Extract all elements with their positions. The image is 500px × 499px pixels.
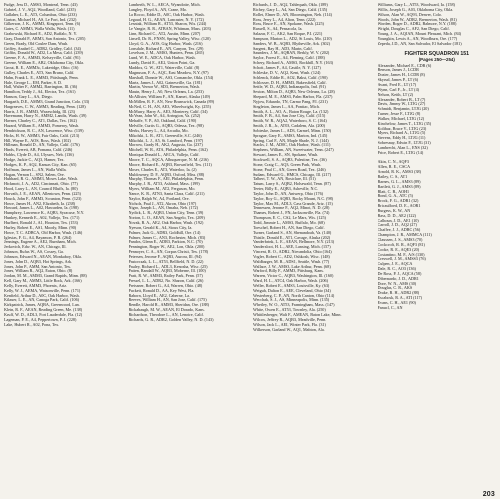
roster-entry: Wilson, Jack L., AEI, Winter Park, Fla. (31) [253, 322, 326, 327]
roster-entry: Hillman, Ronald D., AN, Vallejo, Calif. (176) [4, 143, 80, 148]
roster-entry: Lageman, P. E., A4, Peppertown, P. J. (228) [4, 317, 77, 322]
roster-entry: Hargarth, D.E., AMM3, Grand Junction, Colo. (33) [4, 99, 90, 104]
roster-entry: Grout, R. E., AMM3c, Lakeridge, Ohio. (16) [4, 65, 79, 70]
roster-entry: Martin, Vernor W., SD3, Bremerton, Wash. [128, 85, 200, 90]
roster-entry: Hinds, Everett, AB, Pomana, Calif. (246) [4, 148, 73, 153]
roster-entry: Schleske, D. V., AQ2, Kent, Wash. (124) [253, 70, 321, 75]
roster-entry: Myers, William M., AT2, Ferguson, Mo. [128, 187, 196, 192]
roster-entry: Wynn, Carl F., Jr., LT (4) [377, 87, 420, 92]
roster-entry: Davis, Jimmy W., LTJG (27) [377, 102, 426, 107]
roster-entry: Rickabaugh, M. W., AEAN, El Dorado, Kans. [128, 308, 205, 313]
roster-entry: McVean, John W., A4, Arrington, Va. (252) [128, 114, 201, 119]
roster-entry: Melville, Curtis G., AQB3, Odessa, Tex. (98) [128, 124, 204, 129]
roster-entry: Hanson, Gary L., AA, Diego. [4, 95, 53, 100]
roster-entry: Vandersloot, H. L., AEE, Lansing, Mich. (157) [253, 245, 331, 250]
roster-entry: Kenfield, Arthur D., A0C, Oak Harbor, Wash. [4, 293, 80, 298]
roster-entry: Calhoun, J. D., AE1 (10) [377, 218, 419, 223]
roster-entry: Novak, R. A., AE2, Oak Harbor, Wash. (192) [128, 220, 204, 225]
roster-entry: Griffey, Anabel C., ADR2, Gridley, Calif. (34) [4, 46, 81, 51]
roster-entry: Jennings, Eugene A., AE2, Burnham, Mich. [4, 240, 77, 245]
roster-entry: Whittlesberger, Walt F., AMEAN, Baton Lake, Minn. [253, 313, 342, 317]
roster-entry: Waldbarger, M. R., ADS1, Seattle, Wash. (77) [253, 259, 330, 264]
roster-entry: Nigro, Joseph L., AN, Omaha, Neb. (172) [128, 206, 198, 211]
roster-entry: Hodge, Jackie C., AQ3, Hamer, Tex. [4, 158, 65, 162]
roster-entry: Richards, G. R., ADR2, Golden Valley, N. D. (143) [128, 317, 214, 322]
roster-entry: Norton, L. O., AEAN, San Angelo, Tex. (209) [128, 216, 205, 221]
roster-entry: Escabosk, R. A., ATI (117) [377, 296, 422, 301]
roster-entry: Nichols, Paul J., AT2, Akron, Ohio (197) [128, 201, 197, 206]
roster-entry: Hobbs, Clyde D., A4, Ulysses, Neb. (136) [4, 153, 74, 158]
page-number: 203 [482, 491, 495, 498]
roster-entry: Arnold, R. K., AMS3 (38) [377, 170, 421, 175]
roster-entry: Teeter, Billy E., AQB3, Asheville, N.C. [253, 187, 319, 192]
roster-entry: Warren, Victor C., AQB3, Washington, Ill. (160) [253, 274, 334, 279]
roster-columns [4, 3, 496, 487]
roster-entry: Price, Robert E., LTJG (14) [377, 150, 424, 155]
roster-entry: Kell, Gary M., AMM3, Little Rock, Ark. (166) [4, 279, 82, 284]
roster-entry: Willis, Joseph G., A03, Oklahoma City, Okla. [377, 7, 454, 12]
roster-entry: Nelson, Keith, LT (2) [377, 92, 414, 97]
roster-entry: Vanderbrink, L. E., AEAN, Bellmore, N.Y. (213) [253, 240, 335, 245]
roster-entry: Ross, Jerry L., A4, Alton, Tenn. (222) [253, 17, 316, 22]
roster-entry: Hall, Walter F., AMM2, Barrington, Ill. (36) [4, 85, 78, 90]
roster-entry: Howe, T. C. ADBCA, Old Harbor, Wash. (146) [4, 230, 83, 235]
roster-entry: Hurley, Robert E., AS1, Moody, Minn. (90) [4, 225, 77, 230]
roster-entry: Howe, James H., AN2, Elizabeth, Ia. (238) [4, 201, 76, 206]
roster-entry: White, Owen E., AT53, Townley, Ala. (250) [253, 308, 326, 313]
roster-entry: Settle, W. D., AQB3, Indianapolis, Ind. (91) [253, 85, 326, 90]
roster-entry: Iglesias, F. G., A4, Bayamon, P. R. (264) [4, 235, 72, 240]
roster-column-4 [378, 3, 497, 487]
roster-entry: Moniqua Donald L., AECA, Vallejo, Calif. [128, 153, 200, 158]
roster-entry: Warford, Billy F., AMM3, Pittsburg, Kans. [253, 269, 324, 274]
roster-entry: Mitchell, W. R., ATA, Philadelphia, Penn. (162) [128, 148, 208, 153]
roster-entry: Vincent, R. O., ADR2, Nirvandolia, Ohio (164) [253, 250, 332, 255]
roster-entry: Sobresnay, Edwin F., LTJG (31) [377, 141, 431, 146]
roster-entry: Zepeda, J.D., AN, San Salvador, El Salvador (181) [377, 41, 462, 46]
roster-entry: Woods, John W., ADR2, Bremerton, Wash. (81) [377, 17, 457, 22]
roster-entry: Gulley, Charles E., AT3, San Bruno, Calif. [4, 70, 75, 75]
roster-entry: Moore, Richard E., AQB3, Brownfield, Tex. (111) [128, 162, 212, 167]
roster-entry: Stewart, James E., SN, Spokane, Wash. [253, 153, 319, 158]
roster-entry: Johnson, Edward N., AEAN, Monkaboy, Okla. [4, 254, 82, 259]
roster-entry: Horvath, J. E., AEAN, Allentown, Penn. (225) [4, 191, 81, 196]
roster-entry: Morrow, Grady H., AK2, Augusta, Ga. (237) [128, 143, 203, 148]
roster-entry: Wallace, J. W., AMS3, Lake Arthur, Penn. (68) [253, 264, 331, 269]
roster-entry: Toeschel, Robert H., AN, San Diego, Calif. [253, 225, 325, 230]
roster-entry: Garton, Michael H., AS, Le Fort, Ind. (232) [4, 17, 77, 22]
roster-entry: Hill, Wayne E., AOS, Ross, Wash. (102) [4, 138, 71, 143]
roster-entry: McAllister, William F., AN, Kamei, Alaska (149) [128, 95, 210, 100]
roster-entry: Talbert, T. W., AN, Rosiclare, Ill. (51) [253, 177, 316, 182]
squadron-roster [378, 64, 497, 311]
roster-entry: Drake, R. H., ADR2 (88) [377, 291, 420, 296]
roster-entry: Kirkpatrick, James, AQBA, Greenwood, Lan. [4, 303, 80, 308]
roster-entry: Tennessen, Jerome F., AQ2, Minot, N. D. (28) [253, 206, 330, 211]
roster-entry: Lake, Hubert R., A02, Pona, Tex. [4, 322, 60, 327]
roster-column-3 [253, 3, 372, 487]
roster-column-1 [4, 3, 123, 487]
roster-entry: Burgess, K. W., AN [377, 208, 411, 213]
roster-entry: Barnes, G. L., AMS3 (89) [377, 179, 421, 184]
roster-entry: Fudge, Jess D., AMS3, Montreal, Tenn. (43) [4, 3, 78, 7]
roster-entry: Rendle, Harold R., AMM3, Sheridan, Ore. (188) [128, 303, 209, 308]
roster-entry: Kinchelow, James T., LTJG (35) [377, 121, 432, 126]
roster-entry: Harris, J. B., AMM3, Waxeschidg, Ill. (23) [4, 109, 76, 114]
roster-entry: Stone, Paul C., AN, Green Road, Tex. (246) [253, 167, 326, 172]
section-title: FIGHTER SQUADRON 151 [404, 50, 470, 57]
roster-entry: Richards, J. D., AQ2, Tahlequah, Okla. (189) [253, 3, 328, 7]
roster-entry: Schmidt, Benjamin, LTJG (20) [377, 107, 429, 112]
roster-entry: Sargent, Ray H., AD3, Marin, Calif. [253, 46, 313, 51]
roster-entry: Bass, D. D., AE2 (122) [377, 213, 416, 218]
roster-entry: Jordan, M. M., AMM3, Grand Rapids, Minn. (88) [4, 274, 87, 279]
roster-entry: Mehaffe, V. P., A0, Oakland, Calif. (190) [128, 119, 197, 124]
roster-entry: Lloyd, G. A., AOS, Gig Harbor, Wash. (216) [128, 41, 203, 46]
roster-entry: Hamilton, Teddy J., A4, Electra, Tex. (161) [4, 90, 76, 95]
roster-entry: Hogan, Vernon L., SN2, Salem, Ore. [4, 172, 65, 177]
roster-entry: Reeves, William H., AN, San Jose, Calif. (175) [128, 298, 207, 303]
roster-entry: Langley, Floyd A., AN, Crane, Mo. [128, 7, 187, 12]
roster-entry: Skyrud, James P., LT (6) [377, 78, 419, 83]
roster-entry: Sampson, Marion L., AD2, St Louis, Mo. (210) [253, 36, 332, 41]
roster-entry: Russell, S., A4, Pensacola, Ia. [253, 27, 303, 32]
roster-entry: Vogler, Robert C., AD2, Oshkosh, Wisc. (148) [253, 254, 330, 259]
roster-entry: Schery, Richard A., AMS3, Rockhill, N.Y. (163) [253, 61, 334, 66]
roster-entry: Weller, Robert E., AMS3, Louisville, Ky. (63) [253, 283, 330, 288]
roster-entry: Nyjow, Eduardo, TN, Carmo Pang, P.I. (231) [253, 99, 328, 104]
roster-entry: Houck, John F., AMM3, Scranton, Penn. (123) [4, 196, 82, 201]
roster-entry: Legaud, H. G., AEAN, Lancaster, N. Y. (172) [128, 17, 204, 22]
roster-entry: Kelly, W. J., AEMA, Watsonville, Penn. (171) [4, 288, 81, 293]
roster-entry: Thompson, E. C., CS2, Le Mars, Wis. (125) [253, 216, 326, 221]
roster-entry: Jones, William R., AQ2, Eaton, Ohio. (8) [4, 269, 73, 274]
roster-entry: La Rocco, Eddie D., A0C, Oak Harbor, Wash. [128, 12, 205, 17]
roster-entry: Worden, Roger D., ADR2, Balmore, N.Y. (188) [377, 22, 457, 27]
roster-entry: Mikolski, L. J., A5, St. Lamford, Penn. (197) [128, 138, 204, 143]
roster-entry: Saunders, J. M., AQBAN, Berkly, W. V. (202) [253, 51, 330, 56]
roster-entry: Sprague, Gary E., AMS3, Marion, Ind. (145) [253, 133, 328, 138]
roster-entry: Culpen, J. E., AQCA [377, 262, 413, 267]
roster-entry: Lonsdale, Richard E., AN, Canyon, Tex. (29) [128, 46, 204, 51]
roster-entry: Smith, F. B., A4, San Jose City, Calif. (115) [253, 114, 326, 119]
roster-entry: Walker, Michael, LTJG (12) [377, 116, 425, 121]
roster-entry: Young, J. A., AQJAN, Mount Pleasant, Mich. (84) [377, 32, 462, 37]
roster-entry: Thames, Robert J., FN, Jacksonville, Fla. (74) [253, 211, 330, 216]
roster-entry: Linsell, Dr. R., FNSN, Spring Valley, Wisc. (120) [128, 36, 211, 41]
roster-entry: Avant, Fred E., LT (17) [377, 82, 417, 87]
roster-entry: Hodges, K. P., AQ2, Kansas City, Kan. (65) [4, 162, 77, 167]
roster-entry: Hicks, H. W., AMM3, Fair Oaks, Calif. (213) [4, 133, 80, 138]
roster-entry: Bond, G. A., ATC (5) [377, 194, 413, 199]
section-subtitle: (Pages 250—254) [418, 56, 455, 62]
roster-entry: Palmer, Jack G., ADR3, Goldhill, Ore. (14) [128, 230, 201, 235]
roster-entry: Pennington, Roger W., AE2, Lon, Okla. (200) [128, 245, 205, 250]
roster-entry: Schlenck, Eddie R., AO2, Bakst, Calif. (190) [253, 75, 328, 80]
roster-entry: Stone, Craig C., AQ3, Green Park, Wash. [253, 162, 322, 167]
roster-entry: Richey, Gary L., A4, San Diego, Calif. (135) [253, 7, 328, 12]
roster-entry: Shepard, M. E., AMS3, Palm Harbor, Fla. (237) [253, 95, 333, 100]
roster-entry: Greene, William E., AB2, Oklahoma City, Okla. [4, 61, 84, 66]
roster-entry: Murphy, J. R., AT53, Ashland, Mass. (199) [128, 182, 200, 187]
roster-entry: Allen, R. E., CSCA [377, 165, 411, 170]
roster-entry: Muldowney, D. F., AQB3, Oxford, Miss. (88) [128, 172, 205, 177]
roster-entry: Hendrickson, R. C., AN, Lawrence, Wisc. (139) [4, 128, 84, 133]
roster-entry: Lambrecht, Alan L., ENS (32) [377, 145, 428, 150]
roster-entry: Kelly, Everett, AMM3, Phoenix, Ariz. [4, 283, 68, 288]
roster-entry: Hazard, William E., AMM3, Pomeroy, Wash. [4, 124, 80, 129]
roster-entry: Ross, Bruce E., AN, Spokane, Wash. (225) [253, 22, 324, 27]
roster-entry: Dore, W. N., AMS (30) [377, 281, 417, 286]
roster-entry: Youngkin, Lewis A., AN, Woodburn, Ore. (177) [377, 36, 458, 41]
roster-entry: Hubbard, R. G., AMM3, Moses Lake, Wash. [4, 177, 79, 182]
roster-entry: Akin, C. N., AQF3 [377, 160, 409, 165]
roster-entry: Moser, Charles E., AT3, Waterloo, Ia. (2) [128, 167, 197, 172]
roster-entry: Hurlbert, Ronald J., A1, Houston, Tex. (153) [4, 220, 78, 225]
roster-entry: Magnuson, F. A., AQC, East Meadow, N.Y. (97) [128, 70, 209, 75]
roster-entry: Carroll, J. D., AQ2 (27) [377, 223, 417, 228]
roster-entry: Smith, W. R., AQA2, Waterboro, S. C. (164) [253, 119, 327, 124]
roster-entry: Saylor, Forest E., A4, Fleming, Calif. (188) [253, 56, 325, 61]
roster-entry: Wright, Douglas C., AF2, San Diego, Calif. [377, 27, 450, 32]
roster-entry: Martz, James J., A02, Gainesville, Ga. (181) [128, 80, 203, 85]
roster-entry: De Ross, P. J., AQCA (58) [377, 271, 422, 276]
roster-entry: Dozier, James H., LCDR (8) [377, 73, 425, 78]
roster-entry: Stockwell, S. A., AQB3, Palestine, Tex. (36) [253, 158, 327, 162]
roster-entry: Grabowski, Richard E., AD2, Buffalo, N. Y. [4, 32, 77, 37]
roster-entry: Wilcox, Jeffrey R., AQB3, Meadville, Penn. [253, 317, 327, 322]
roster-entry: Nydick, L. R., AQB3, Union City, Tenn. (39) [128, 211, 204, 216]
roster-entry: Petersen, Jerome F., AQB3, Aurora, Ill. (94) [128, 254, 202, 259]
roster-entry: Alexander, Michael E., CDR (6) [377, 63, 432, 68]
roster-entry: Maddox, G. W., AT1, Waterville, Calif. (8) [128, 65, 200, 70]
roster-column-4-top [378, 3, 497, 47]
roster-entry: Gates, C. AMM3, Walla Walla, Wash. (11) [4, 27, 75, 32]
roster-entry: Singleton, James L., AA, Pontiac, Mich. [253, 104, 320, 109]
roster-entry: Humphrey, Lawrence K., AQB3, Syracuse, N.Y. [4, 211, 85, 216]
roster-entry: Sexton, Milton D., AQB3, New Orleans, La. (28) [253, 90, 335, 95]
roster-entry: Johnson, Rufus W., AS, Cossey, Ga. [4, 250, 64, 255]
roster-entry: Thistle, Donald E., AT1, Cavage, Alaska (202) [253, 235, 331, 240]
roster-entry: Whetley, W. O., AT53, Framingham, Mass. (147) [253, 303, 335, 308]
roster-entry: Alexander, Robert B., LT (7) [377, 97, 426, 102]
roster-entry: Hoffman, James L., AN, Walla Walla. [4, 167, 67, 172]
roster-entry: Myers, Richard A., LTJG (5) [377, 131, 426, 136]
roster-entry: Sudam, Edward G., HMCS, Chicago, Ill. (217) [253, 172, 331, 177]
roster-entry: Gilkerson, J. K., AMM3, Kingsport, Tenn. (6) [4, 22, 81, 27]
roster-entry: Pressel, L. L., ADR2, No. Sharon, Calif. (26) [128, 279, 204, 284]
roster-entry: Preissner, Robert G., A4, Warren, Ohio. (48) [128, 283, 203, 288]
roster-entry: Jones, John P., AMM, San Antonio, Tex. [4, 264, 72, 269]
roster-entry: Creswell, J. M., AMSS3 (76) [377, 257, 426, 262]
roster-entry: McNeil, C. H., AN, AE3, Wheelwright, Ky. (255) [128, 104, 211, 109]
roster-entry: Ward, H. L., ATC4, Oak Harbor, Wash. (206) [253, 279, 328, 284]
roster-entry: Bartlett, G. J., AMS3 (89) [377, 184, 421, 189]
roster-entry: Le Vangie, R. R., ATBAN, Whitman, Mass. (203) [128, 27, 211, 32]
roster-entry: Taylor, Max M., ADL3, Cass Grande, Ariz. (15) [253, 201, 333, 206]
roster-entry: Green, Brady, Old Coulee Dam, Wash. [4, 41, 69, 46]
roster-entry: Hunkey, Kenneth E., A02, Vallejo, Tex. (171) [4, 216, 80, 221]
roster-entry: Chaffee, J. J., ADRC (56) [377, 228, 421, 233]
roster-entry: Klein, R. F., AEAN, Reading Green, Me. (138) [4, 308, 83, 313]
roster-entry: Greene, F. A., AMM3, Kelseyville, Calif. (91) [4, 56, 81, 61]
roster-entry: Wilson, Alan W., AQ93, Denver, Colo. [377, 12, 442, 17]
roster-entry: Hood, Larry L., AN, Council Bluffs, Ia. (80) [4, 187, 78, 192]
roster-entry: Wilkerson, Garland W., AQ1, Mabton, Ala. [253, 327, 325, 332]
roster-entry: Sobieske, James L., AD3, Carmel, Minn. (150) [253, 128, 331, 133]
roster-entry: Lundy, David E., AE2, Union Point, Ga. [128, 61, 196, 66]
roster-entry: Fanucl, C., AN [377, 305, 403, 310]
roster-entry: Taylor, Roy G., AQB3, Rocky Mount, N.C. (98) [253, 196, 334, 201]
roster-entry: Blatt, C. B., AOH1 [377, 189, 410, 194]
roster-entry: Hale, George L., EM, Parker, S. D. [4, 80, 63, 85]
roster-entry: Weiguh, Dalton E., AEE, Cleveland, Ohio (34) [253, 288, 331, 293]
roster-entry: Linn, Richard C., AT2, Austin, Minn. (207) [128, 32, 201, 37]
roster-entry: Salazar, F. C., AK2, San Roque, P.I. (221) [253, 32, 323, 37]
roster-entry: Bailey, C. S., AT1 [377, 175, 408, 179]
roster-entry: Kruff, W. D., ADL3, Fort Lauderdale, Fla. (12) [4, 313, 83, 317]
roster-entry: Cooke, R. E., AQE3 (20) [377, 247, 420, 252]
roster-entry: Costantino, M. F., A/S (130) [377, 252, 425, 257]
roster-column-2 [129, 3, 248, 487]
roster-entry: McMurry, Harry A., AE3, Monterey, Calif. (34) [128, 109, 208, 114]
roster-entry: Merks, Harvey L., A4, Arcadia, Mo. [128, 128, 189, 133]
roster-entry: Gabriel, J. V., AQ2, Woodland, Calif. (235) [4, 7, 76, 12]
roster-entry: Kolibaz, Bruce V., LTJG (23) [377, 126, 427, 131]
roster-entry: Murphy, Thomas F., AEI, Philadelphia, Penn. [128, 177, 204, 182]
roster-entry: Moore, T. C., AQCA, Albuquerque, N. M. (216) [128, 158, 209, 162]
roster-entry: Havemann, Harry N., AMM2, Landis, Wash. (39) [4, 114, 87, 119]
roster-entry: Schlosser, D. H., AMM3, Bakersfield, Calif. [253, 80, 327, 85]
roster-entry: Stephens, William, AN, Sweetwater, Tenn. (247) [253, 148, 334, 153]
roster-entry: Taylor, John D., AN, Antwerp, Ohio (176) [253, 191, 324, 196]
roster-entry: Williams, Gary L., AT53, Woodward, Ia. (158) [377, 3, 455, 7]
roster-entry: Pandos, Glenn E., ADR3, Parkton, N.C. (70) [128, 240, 203, 245]
roster-entry: Howard, James L., A02, Hawarden, Ia. (198) [4, 206, 79, 211]
roster-entry: Palmer, James C., AN3, Rochester, Mich. (83) [128, 235, 206, 240]
roster-entry: Pastorczak, L. L., AT53, Bellfield, N. D. (22) [128, 259, 204, 264]
roster-entry: Hahn, Frank L. E., AMM3, Pittsburgh, Penn. [4, 75, 79, 80]
roster-entry: Hargreaves, C. W., AMM3, Reading, Penn. (128) [4, 104, 86, 109]
roster-entry: Gallaher, L. E., AT3, Columbus, Ohio (233) [4, 12, 77, 17]
roster-entry: Wecchak, S. J., AS, Minneapolis, Minn. (135) [253, 298, 330, 303]
roster-entry: Nance, K. R., ATN3, Santa Clara, Calif. (211) [128, 191, 205, 196]
roster-entry: Sanders, W. B., AQB3, Blytheville, Ark. (302) [253, 41, 330, 46]
roster-entry: Marshall, Donnie W., AS3, Comanche, Okla. (154) [128, 75, 214, 80]
roster-entry: Mikolski, L. R., AT1, Greenville, S.C. (246) [128, 133, 202, 138]
roster-entry: Puckett, Ronald D., AA, Key West, Fla. [128, 288, 195, 293]
roster-entry: Raborn, Lloyd E., AE2, Caberne, La. [128, 293, 191, 298]
roster-entry: Benson, James J., LCDR [377, 68, 419, 73]
roster-entry: Lamberth, W. L., AECA, Wyandotte, Mich. [128, 3, 201, 7]
roster-entry: Jones, John D., AQB3, Hot Springs, Ark. [4, 259, 73, 264]
roster-entry: Westerberg, C. P., AN, North Canton, Ohio (114) [253, 293, 335, 298]
roster-entry: Nyeson, Gerald K., A4, Sioux City, Ia. [128, 225, 193, 230]
roster-entry: Smith, A. L., AO, A., Baton Rouge, La. (132) [253, 109, 329, 114]
roster-entry: Pauley, Richard L., ADL3, Kenosha, Wisc. (25) [128, 264, 208, 269]
roster-entry: Havner, Charley C., AT1, Dallas, Tex. (162) [4, 119, 77, 124]
roster-entry: Dibernardo, J. D., ADR1 [377, 276, 419, 281]
roster-entry: McMillen, R. F., AN, New Brunswick, Canada (89) [128, 99, 215, 104]
roster-entry: Evans, C. H., AE1 (90) [377, 300, 416, 305]
roster-entry: Jerkovich, Edw. W., AN, Chicago, Ill. [4, 245, 67, 250]
roster-entry: Pennoyer, C. A., AN, Corpus Christi, Tex. (178) [128, 250, 209, 255]
roster-entry: Lesniak, William R., AT53, Sharon, Wis. (244) [128, 22, 207, 27]
roster-entry: Pratt, R. W., AMM3, Railey Park, Penn. (57) [128, 274, 203, 279]
roster-entry: Mauin, Henry J., A0, New Orleans, La. (253) [128, 90, 204, 95]
roster-entry: Naylor, Ralph W., A4, Portland, Ore. [128, 196, 190, 201]
roster-entry: Kilauer, L. E., AN, Canoga Park, Calif. (106) [4, 298, 80, 303]
roster-entry: Claussen, J. S., AMS3 (70) [377, 237, 423, 242]
roster-entry: Stacks, J. M., AD0C, Oak Harbor, Wash. (111) [253, 143, 331, 148]
roster-entry: Lovelson, J. M., AMS3, Hunters, Penn. (265) [128, 51, 204, 56]
roster-entry: Tatum, Larry S., AQB2, Holsewald, Tenn. (87) [253, 182, 331, 187]
roster-entry: Patten, Randall W., AQB3, Moberne, Ill. (100) [128, 269, 206, 274]
roster-entry: Brock, F. G., ADR1 (32) [377, 199, 419, 204]
roster-entry: Todd, Jimmie L., AMS3, Buffalo, Mo. (68) [253, 220, 325, 225]
roster-entry: Richardson, Theodore L., AN, Lenoire, Calif. [128, 313, 204, 317]
roster-entry: Griffin, Donald W., AD2, La Mesa, Calif. (239) [4, 51, 83, 56]
roster-entry: Turner, Jesse F., LTJG (8) [377, 112, 421, 117]
roster-entry: Bricaulfoed, D. E., AOR1 [377, 204, 421, 209]
roster-entry: Lund, W. E., ADCA, Oak Harbor, Wash. [128, 56, 196, 61]
roster-entry: Rollet, Elmer D., AN, Bloomington, Neb. (114) [253, 12, 332, 17]
roster-entry: Turner, Garland S., AN, Shenandoah, Va. (140) [253, 230, 332, 235]
roster-entry: Dale, R. C., AO3 (136) [377, 267, 416, 272]
roster-entry: Smith, J. R., Jr., AT03, Cadalem, Ala. (200) [253, 124, 325, 129]
roster-entry: Spring, Carl F., AN, Maple Shade, N. J. (144) [253, 138, 329, 143]
roster-entry: Douglas, C. R., AKS [377, 286, 413, 291]
roster-entry: Schott, James F., A4, Castile, N. Y. (127) [253, 65, 321, 70]
roster-entry: Champion, J. R., AMMCA (111) [377, 233, 432, 238]
roster-entry: Cockcroft, R. R., AQF3 (81) [377, 242, 425, 247]
roster-entry: Gray, Donald P., ARM3, San Antonio, Tex. (205) [4, 36, 86, 41]
roster-entry: Stevens, Eddy H., LTJG (11) [377, 136, 426, 141]
roster-entry: Hickmott, J. A., AD2, Cincinnati, Ohio. (77) [4, 182, 78, 187]
